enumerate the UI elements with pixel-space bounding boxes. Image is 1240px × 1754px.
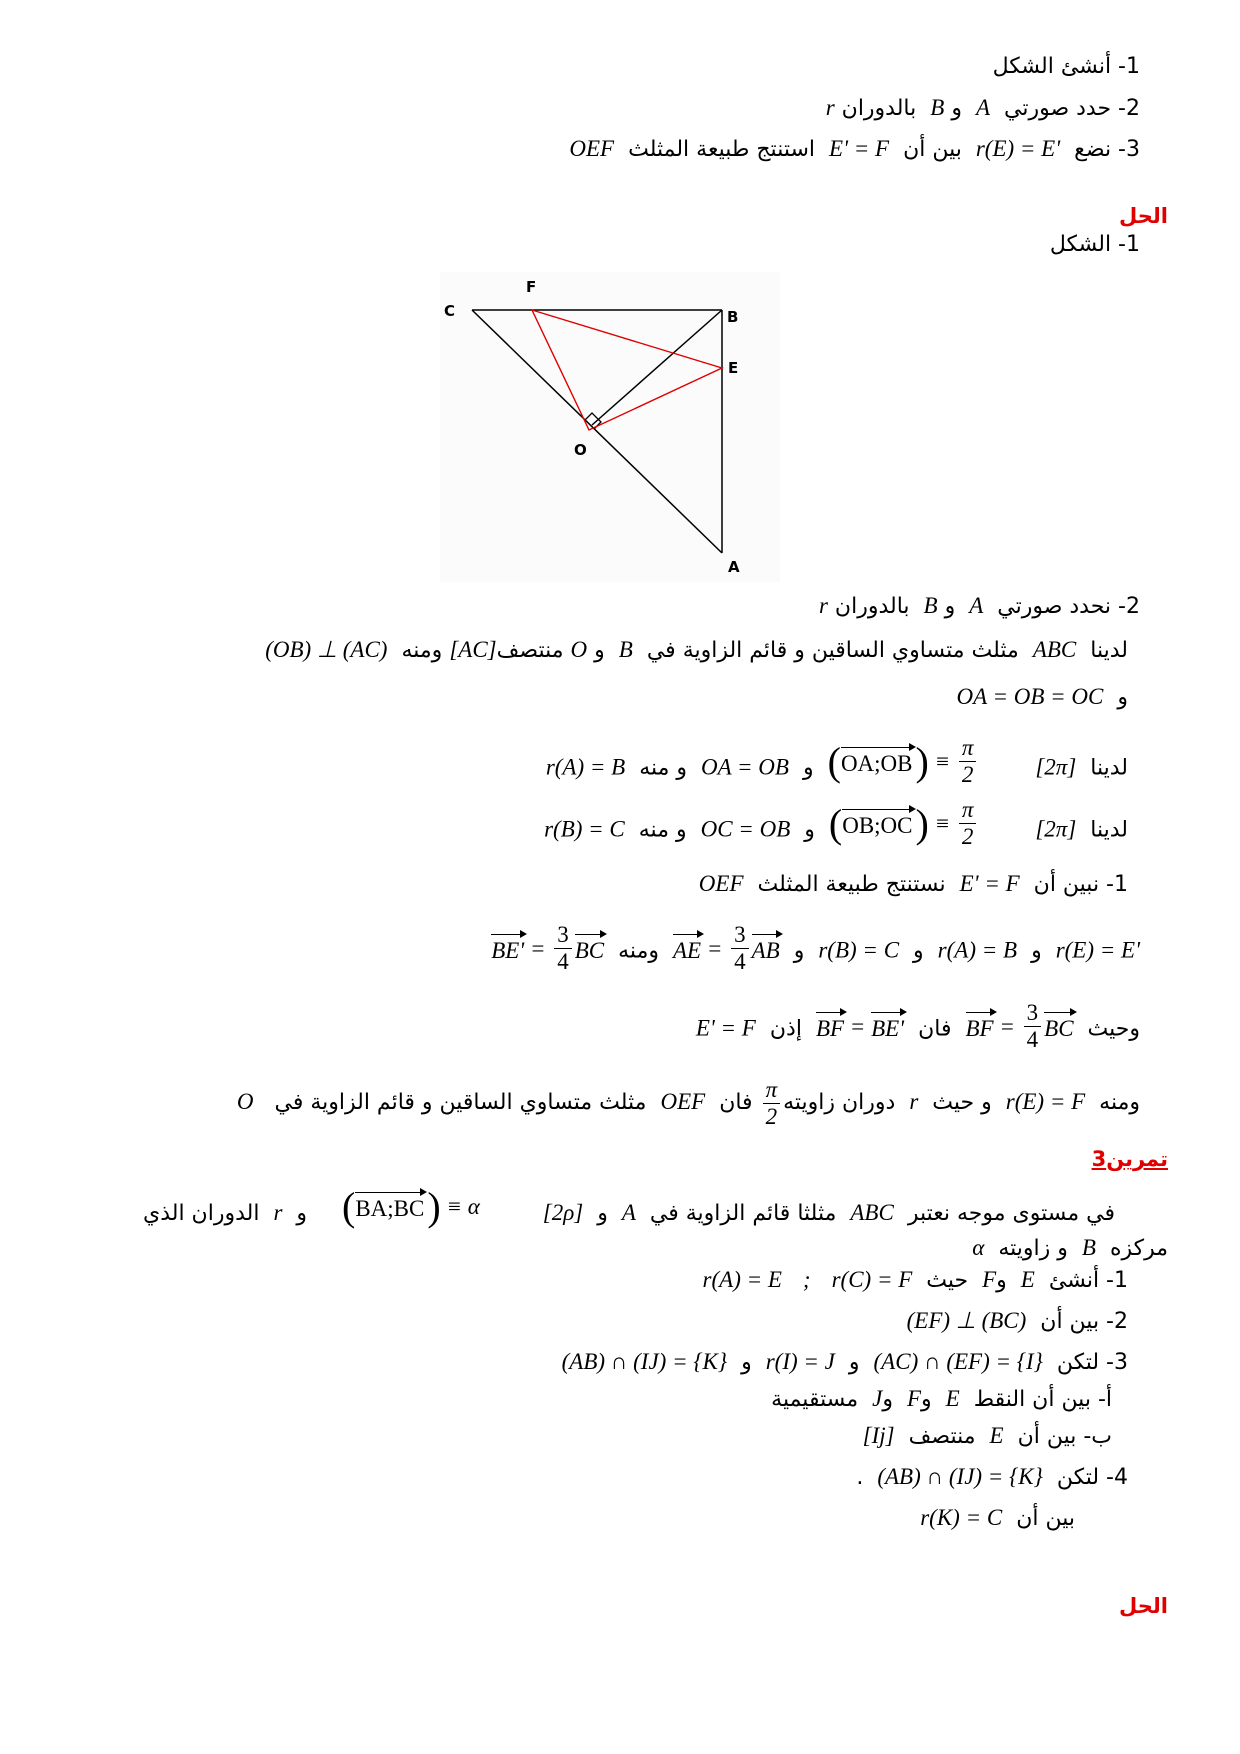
exercise-3-question-3: 3- لتكن (AC) ∩ (EF) = {I} و r(I) = J و (AB) ∩ (IJ) = {K} xyxy=(561,1349,1128,1375)
solution-2-line-3: لدينا [2π] ( OA;OB ) ≡ π 2 و OA = OB و منه r(A) = B xyxy=(545,735,1128,787)
solution-3-line-3: ومنه r(E) = F و حيث r دوران زاويته $\frac{\pi}{2}$ فان OEF مثلث متساوي الساقين و قائم الزاوية في O xyxy=(236,1077,1140,1129)
solution-3: 1- نبين أن E' = F نستنتج طبيعة المثلث OEF xyxy=(698,871,1128,897)
solution-2-line-1: لدينا ABC مثلث متساوي الساقين و قائم الزاوية في B و O منتصف[AC] ومنه (OB) ⊥ (AC) xyxy=(265,637,1128,663)
solution-3-line-2: وحيث BF = $\frac{3}{4}$ BC فان BF = BE' إذن E' = F xyxy=(695,1000,1140,1052)
exercise-3-line-2: مركزه B و زاويته α xyxy=(972,1235,1168,1261)
triangle-figure xyxy=(440,272,780,582)
exercise-3-question-2: 2- بين أن (EF) ⊥ (BC) xyxy=(906,1308,1128,1334)
label-b: B xyxy=(727,308,739,326)
solution-2: 2- نحدد صورتي A و B بالدوران r xyxy=(818,593,1140,619)
solution-label: الحل xyxy=(1119,204,1168,228)
question-1: 1- أنشئ الشكل xyxy=(992,54,1140,79)
label-a: A xyxy=(728,558,740,576)
solution-1: 1- الشكل xyxy=(1049,232,1140,257)
question-2: 2- حدد صورتي A و B بالدوران r xyxy=(825,95,1140,121)
label-o: O xyxy=(574,441,587,459)
exercise-3-question-3b: ب- بين أن E منتصف [Ij] xyxy=(862,1423,1112,1449)
label-f: F xyxy=(526,278,537,296)
exercise-3-title: تمرين3 xyxy=(1091,1147,1168,1171)
exercise-3-line-1: في مستوى موجه نعتبر ABC مثلثا قائم الزاوية في A و [2ρ] ( BA;BC ) ≡ α و r الدوران الذي xyxy=(142,1184,1115,1229)
label-c: C xyxy=(444,302,456,320)
question-3: 3- نضع r(E) = E' بين أن E' = F استنتج طبيعة المثلث OEF xyxy=(569,136,1140,162)
solution-label-2: الحل xyxy=(1119,1594,1168,1618)
exercise-3-question-3a: أ- بين أن النقط E وF وJ مستقيمية xyxy=(771,1386,1112,1412)
label-e: E xyxy=(728,359,739,377)
exercise-3-question-4b: بين أن r(K) = C xyxy=(920,1505,1075,1531)
exercise-3-question-1: 1- أنشئ E وF حيث r(C) = F ; r(A) = E xyxy=(702,1267,1128,1293)
solution-2-line-4: لدينا [2π] ( OB;OC ) ≡ π 2 و OC = OB و منه r(B) = C xyxy=(544,797,1128,849)
exercise-3-question-4: 4- لتكن (AB) ∩ (IJ) = {K} . xyxy=(856,1464,1128,1490)
solution-3-line-1: r(E) = E' و r(A) = B و r(B) = C و AE = $\frac{3}{4}$ AB ومنه BE' = $\frac{3}{4}$ BC xyxy=(491,922,1140,974)
solution-2-line-2: و OA = OB = OC xyxy=(956,684,1128,710)
